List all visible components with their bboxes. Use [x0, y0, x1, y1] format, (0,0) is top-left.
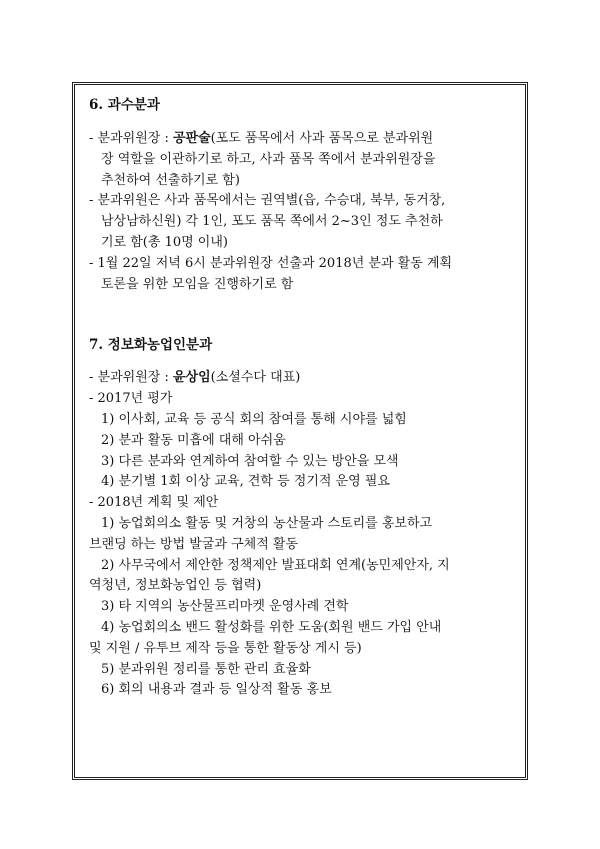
section-title-fruit: 6. 과수분과	[89, 97, 160, 113]
list-item: 2) 분과 활동 미흡에 대해 아쉬움	[101, 432, 286, 448]
list-item-continuation: 브랜딩 하는 방법 발굴과 구체적 활동	[89, 536, 299, 552]
list-item-continuation: 토론을 위한 모임을 진행하기로 함	[101, 276, 294, 292]
list-item-continuation: 남상남하신원) 각 1인, 포도 품목 쪽에서 2~3인 정도 추천하	[101, 214, 443, 230]
chair-name: 공판술	[172, 131, 211, 146]
list-item	[89, 129, 515, 191]
list-item: 6) 회의 내용과 결과 등 일상적 활동 홍보	[101, 682, 332, 698]
list-item: 1) 이사회, 교육 등 공식 회의 참여를 통해 시야를 넓힘	[101, 411, 407, 427]
section-title-info-farmer: 7. 정보화농업인분과	[89, 337, 213, 354]
list-item	[89, 191, 515, 253]
list-item-continuation: 기로 함(총 10명 이내)	[101, 234, 228, 250]
plan-header: - 2018년 계획 및 제안	[89, 495, 219, 511]
list-item-text: - 분과위원은 사과 품목에서는 권역별(읍, 수승대, 북부, 동거창,	[89, 193, 446, 209]
list-item-continuation: 추천하여 선출하기로 함)	[101, 172, 240, 188]
list-item: 2) 사무국에서 제안한 정책제안 발표대회 연계(농민제안자, 지	[101, 557, 450, 573]
document-body	[89, 95, 515, 701]
list-item: 3) 타 지역의 농산물프리마켓 운영사례 견학	[101, 599, 349, 615]
list-item: 1) 농업회의소 활동 및 거창의 농산물과 스토리를 홍보하고	[101, 515, 433, 531]
chair-line: - 분과위원장 : 윤상임(소셜수다 대표)	[89, 370, 301, 386]
chair-line: - 분과위원장 : 공판술(포도 품목에서 사과 품목으로 분과위원	[89, 131, 434, 146]
eval-header: - 2017년 평가	[89, 391, 173, 407]
chair-name: 윤상임	[172, 370, 211, 386]
document-frame	[72, 82, 528, 780]
list-item-continuation: 장 역할을 이관하기로 하고, 사과 품목 쪽에서 분과위원장을	[101, 151, 436, 167]
list-item-text: - 1월 22일 저녁 6시 분과위원장 선출과 2018년 분과 활동 계획	[89, 255, 453, 271]
list-item	[89, 254, 515, 296]
list-item-continuation: 및 지원 / 유투브 제작 등을 통한 활동상 게시 등)	[89, 640, 362, 656]
list-item: 4) 분기별 1회 이상 교육, 견학 등 정기적 운영 필요	[101, 474, 390, 490]
list-item: 4) 농업회의소 밴드 활성화를 위한 도움(회원 밴드 가입 안내	[101, 619, 442, 635]
list-item-continuation: 역청년, 정보화농업인 등 협력)	[89, 578, 262, 594]
list-item: 3) 다른 분과와 연계하여 참여할 수 있는 방안을 모색	[101, 453, 399, 469]
list-item: 5) 분과위원 정리를 통한 관리 효율화	[101, 661, 311, 677]
